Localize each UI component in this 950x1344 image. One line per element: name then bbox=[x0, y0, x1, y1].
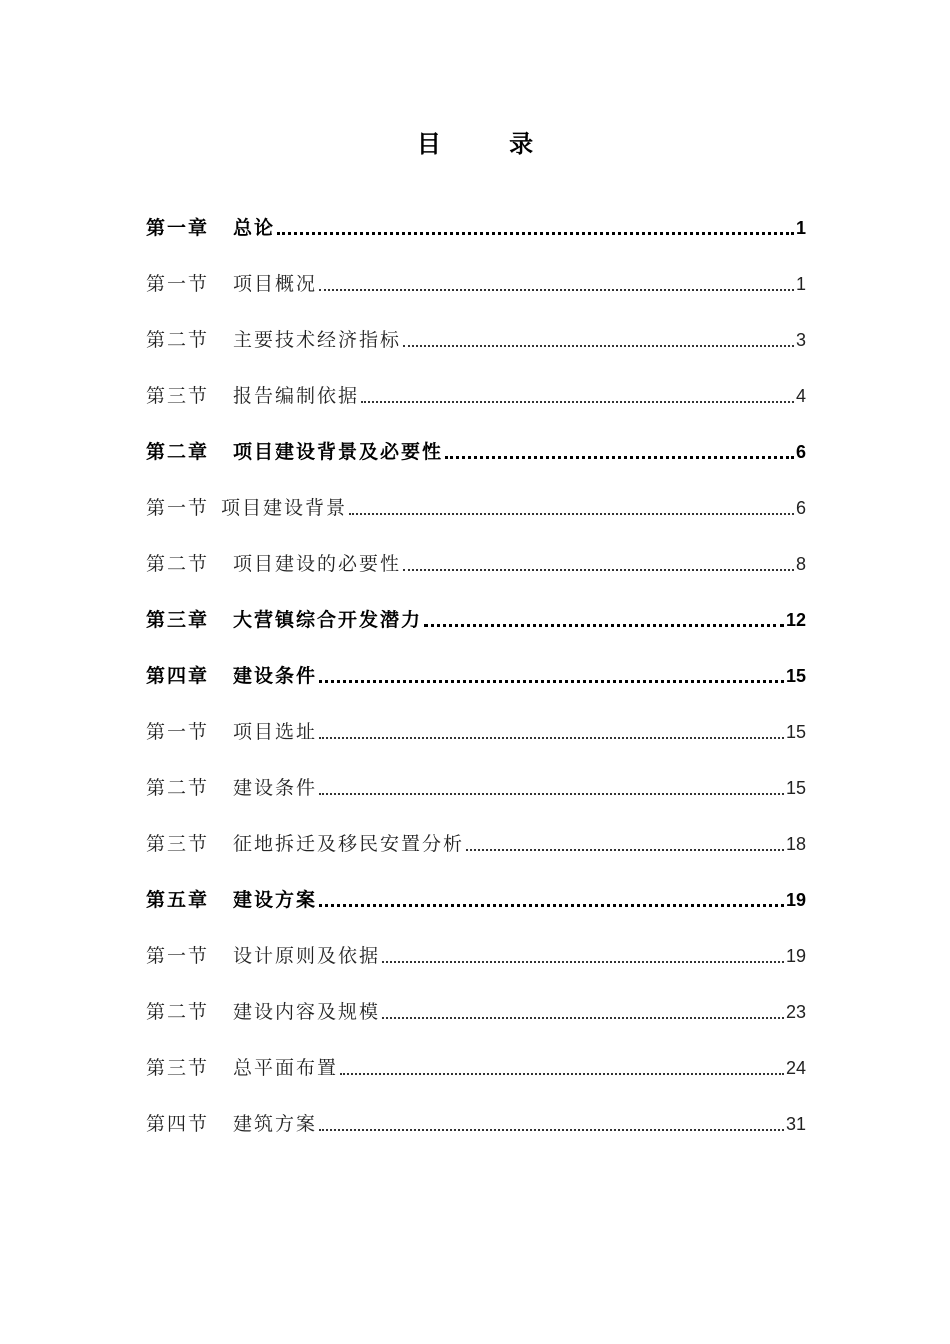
toc-dot-leader bbox=[340, 1073, 784, 1075]
toc-entry-label bbox=[146, 605, 422, 635]
toc-entry-title: 报告编制依据 bbox=[233, 385, 360, 407]
toc-dot-leader bbox=[403, 569, 794, 571]
toc-entry-label bbox=[146, 997, 380, 1027]
toc-entry-number: 第二节 bbox=[146, 1001, 210, 1023]
toc-entry-number: 第一节 bbox=[146, 273, 210, 295]
page-title: 目 录 bbox=[416, 130, 564, 158]
toc-entry-page-number: 6 bbox=[795, 442, 806, 462]
toc-entry-number: 第二节 bbox=[146, 777, 210, 799]
toc-section-entry[interactable] bbox=[146, 691, 806, 747]
toc-entry-label bbox=[146, 661, 317, 691]
toc-entry-label bbox=[146, 941, 380, 971]
toc-entry-page-number: 24 bbox=[785, 1058, 806, 1078]
toc-section-entry[interactable] bbox=[146, 243, 806, 299]
toc-entry-page-number: 19 bbox=[785, 946, 806, 966]
toc-dot-leader bbox=[466, 849, 784, 851]
toc-dot-leader bbox=[319, 289, 794, 291]
toc-dot-leader bbox=[319, 680, 784, 683]
toc-entry-page-number: 15 bbox=[785, 666, 806, 686]
toc-entry-title: 项目建设背景及必要性 bbox=[233, 441, 444, 463]
toc-entry-title: 主要技术经济指标 bbox=[233, 329, 402, 351]
toc-entry-title: 设计原则及依据 bbox=[233, 945, 381, 967]
toc-entry-label bbox=[146, 213, 275, 243]
toc-entry-title: 建筑方案 bbox=[233, 1113, 318, 1135]
toc-entry-number: 第一节 bbox=[146, 721, 210, 743]
toc-entry-page-number: 1 bbox=[795, 218, 806, 238]
toc-entry-title: 项目选址 bbox=[233, 721, 318, 743]
toc-dot-leader bbox=[319, 737, 784, 739]
toc-entry-title: 项目建设的必要性 bbox=[233, 553, 402, 575]
toc-section-entry[interactable] bbox=[146, 1027, 806, 1083]
toc-section-entry[interactable] bbox=[146, 803, 806, 859]
toc-entry-title: 大营镇综合开发潜力 bbox=[233, 609, 423, 631]
toc-entry-label bbox=[146, 493, 347, 523]
toc-dot-leader bbox=[382, 1017, 784, 1019]
toc-chapter-entry[interactable] bbox=[146, 635, 806, 691]
toc-entry-number: 第四节 bbox=[146, 1113, 210, 1135]
toc-entry-number: 第一章 bbox=[146, 217, 210, 239]
toc-dot-leader bbox=[319, 904, 784, 907]
toc-entry-number: 第五章 bbox=[146, 889, 210, 911]
toc-entry-label bbox=[146, 1109, 317, 1139]
toc-entry-page-number: 12 bbox=[785, 610, 806, 630]
toc-entry-page-number: 15 bbox=[785, 778, 806, 798]
toc-section-entry[interactable] bbox=[146, 467, 806, 523]
toc-section-entry[interactable] bbox=[146, 747, 806, 803]
toc-dot-leader bbox=[382, 961, 784, 963]
toc-entry-title: 项目概况 bbox=[233, 273, 318, 295]
toc-entry-number: 第一节 bbox=[146, 497, 210, 519]
toc-entry-number: 第三章 bbox=[146, 609, 210, 631]
toc-entry-label bbox=[146, 437, 443, 467]
toc-section-entry[interactable] bbox=[146, 971, 806, 1027]
toc-entry-page-number: 15 bbox=[785, 722, 806, 742]
toc-dot-leader bbox=[424, 624, 784, 627]
toc-entry-title: 总平面布置 bbox=[233, 1057, 339, 1079]
toc-entry-page-number: 23 bbox=[785, 1002, 806, 1022]
toc-chapter-entry[interactable] bbox=[146, 411, 806, 467]
toc-section-entry[interactable] bbox=[146, 355, 806, 411]
toc-dot-leader bbox=[319, 1129, 784, 1131]
toc-entry-number: 第二节 bbox=[146, 329, 210, 351]
toc-section-entry[interactable] bbox=[146, 299, 806, 355]
toc-entry-number: 第二章 bbox=[146, 441, 210, 463]
toc-entry-title: 建设条件 bbox=[233, 665, 318, 687]
toc-entry-label bbox=[146, 269, 317, 299]
toc-entry-page-number: 4 bbox=[795, 386, 806, 406]
toc-section-entry[interactable] bbox=[146, 915, 806, 971]
toc-entry-page-number: 3 bbox=[795, 330, 806, 350]
toc-entry-label bbox=[146, 325, 401, 355]
toc-entry-number: 第二节 bbox=[146, 553, 210, 575]
toc-entry-label bbox=[146, 549, 401, 579]
toc-entry-page-number: 31 bbox=[785, 1114, 806, 1134]
toc-entry-label bbox=[146, 773, 317, 803]
toc-entry-title: 建设方案 bbox=[233, 889, 318, 911]
toc-dot-leader bbox=[403, 345, 794, 347]
toc-dot-leader bbox=[277, 232, 794, 235]
toc-entry-page-number: 8 bbox=[795, 554, 806, 574]
toc-dot-leader bbox=[445, 456, 794, 459]
toc-entry-page-number: 19 bbox=[785, 890, 806, 910]
toc-entry-label bbox=[146, 381, 359, 411]
toc-chapter-entry[interactable] bbox=[146, 187, 806, 243]
table-of-contents bbox=[146, 187, 806, 1139]
toc-entry-title: 项目建设背景 bbox=[221, 497, 348, 519]
toc-entry-label bbox=[146, 885, 317, 915]
toc-entry-label bbox=[146, 1053, 338, 1083]
toc-dot-leader bbox=[349, 513, 794, 515]
toc-entry-number: 第一节 bbox=[146, 945, 210, 967]
toc-dot-leader bbox=[319, 793, 784, 795]
toc-entry-number: 第四章 bbox=[146, 665, 210, 687]
toc-entry-page-number: 6 bbox=[795, 498, 806, 518]
toc-entry-number: 第三节 bbox=[146, 833, 210, 855]
toc-chapter-entry[interactable] bbox=[146, 579, 806, 635]
toc-section-entry[interactable] bbox=[146, 1083, 806, 1139]
toc-chapter-entry[interactable] bbox=[146, 859, 806, 915]
toc-entry-label bbox=[146, 717, 317, 747]
toc-entry-title: 总论 bbox=[233, 217, 276, 239]
toc-entry-title: 征地拆迁及移民安置分析 bbox=[233, 833, 465, 855]
toc-entry-number: 第三节 bbox=[146, 385, 210, 407]
toc-entry-page-number: 1 bbox=[795, 274, 806, 294]
toc-section-entry[interactable] bbox=[146, 523, 806, 579]
toc-dot-leader bbox=[361, 401, 794, 403]
toc-entry-page-number: 18 bbox=[785, 834, 806, 854]
toc-entry-label bbox=[146, 829, 464, 859]
toc-entry-title: 建设条件 bbox=[233, 777, 318, 799]
toc-entry-number: 第三节 bbox=[146, 1057, 210, 1079]
toc-entry-title: 建设内容及规模 bbox=[233, 1001, 381, 1023]
